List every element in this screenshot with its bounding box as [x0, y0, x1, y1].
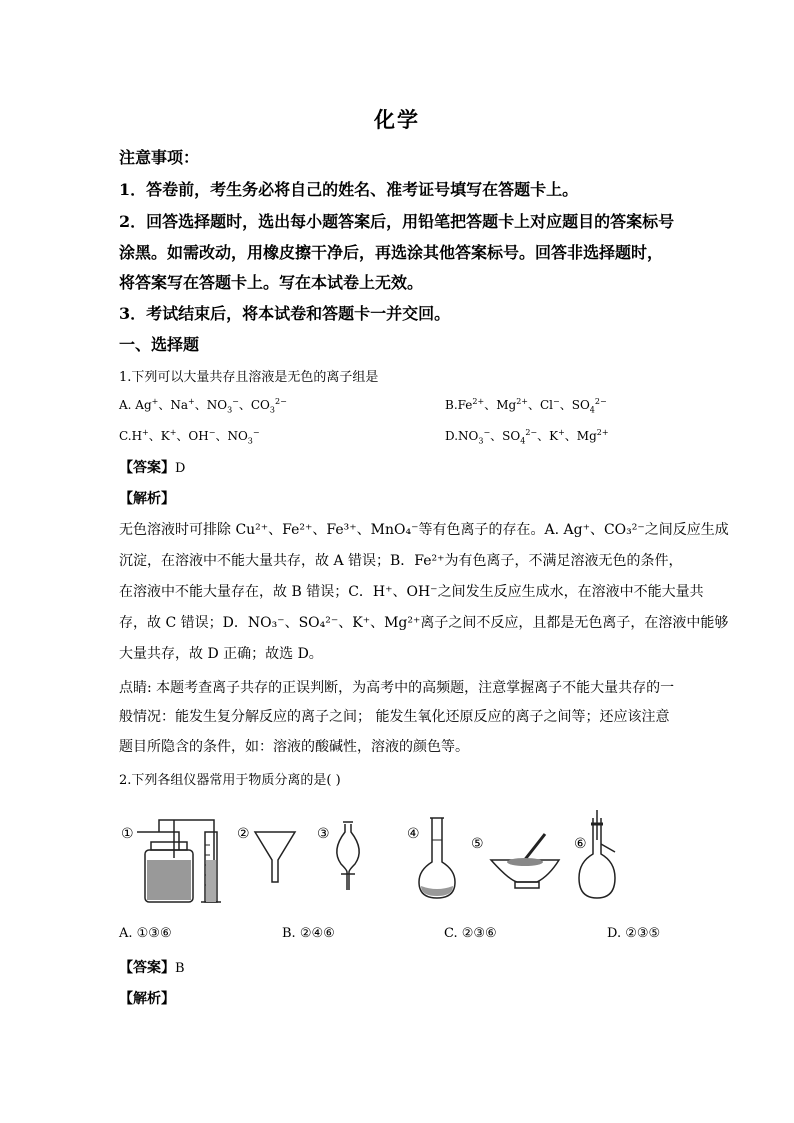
graduated-cylinder-icon — [201, 832, 221, 902]
q1-analysis-line-1: 无色溶液时可排除 Cu²⁺、Fe²⁺、Fe³⁺、MnO₄⁻等有色离子的存在。A. Ag⁺、CO₃²⁻之间反应生成 — [119, 522, 729, 538]
q2-stem: 2.下列各组仪器常用于物质分离的是( ) — [119, 773, 341, 788]
apparatus-figure — [119, 800, 621, 908]
section-heading: 一、选择题 — [119, 335, 200, 354]
volumetric-flask-icon — [419, 818, 455, 898]
q1-analysis-line-5: 大量共存，故 D 正确；故选 D。 — [119, 646, 323, 662]
separatory-funnel-icon — [337, 822, 359, 890]
figure-label-1: ① — [121, 826, 134, 842]
q1-tip-line-1: 点睛: 本题考查离子共存的正误判断，为高考中的高频题，注意掌握离子不能大量共存的一 — [119, 680, 675, 696]
q1-tip-line-3: 题目所隐含的条件，如：溶液的酸碱性，溶液的颜色等。 — [119, 739, 469, 755]
figure-label-4: ④ — [407, 826, 420, 842]
q2-option-b: B. ②④⑥ — [282, 926, 335, 941]
q1-stem: 1.下列可以大量共存且溶液是无色的离子组是 — [119, 370, 379, 385]
note-2-line-1: 2．回答选择题时，选出每小题答案后，用铅笔把答题卡上对应题目的答案标号 — [119, 212, 675, 231]
funnel-icon — [255, 832, 295, 882]
q1-analysis-line-2: 沉淀，在溶液中不能大量共存，故 A 错误；B．Fe²⁺为有色离子，不满足溶液无色的条件， — [119, 553, 683, 569]
answer-value: B — [175, 961, 185, 976]
q1-option-d: $D.NO_3^-$、$SO_4^{2-}$、K+、$Mg^{2+}$ — [445, 428, 609, 446]
figure-label-5: ⑤ — [471, 836, 484, 852]
notes-heading: 注意事项： — [119, 148, 200, 167]
q2-option-d: D. ②③⑤ — [607, 926, 661, 941]
page-title: 化学 — [374, 107, 420, 132]
note-3: 3．考试结束后，将本试卷和答题卡一并交回。 — [119, 304, 451, 323]
q1-option-a: A. Ag+、Na+、$NO_3^-$、$CO_3^{2-}$ — [119, 397, 287, 415]
q1-analysis-line-3: 在溶液中不能大量存在，故 B 错误；C．H⁺、OH⁻之间发生反应生成水，在溶液中不能大量共 — [119, 584, 704, 600]
q1-answer — [119, 457, 185, 477]
answer-value: D — [175, 461, 186, 476]
note-1: 1．答卷前，考生务必将自己的姓名、准考证号填写在答题卡上。 — [119, 180, 579, 199]
figure-label-6: ⑥ — [574, 836, 587, 852]
answer-label: 【答案】 — [119, 960, 175, 976]
q1-tip-line-2: 般情况：能发生复分解反应的离子之间； 能发生氧化还原反应的离子之间等；还应该注意 — [119, 709, 670, 725]
note-2-line-2: 涂黑。如需改动，用橡皮擦干净后，再选涂其他答案标号。回答非选择题时， — [119, 243, 664, 262]
figure-label-2: ② — [237, 826, 250, 842]
q1-option-c: C.H+、K+、OH−、$NO_3^-$ — [119, 428, 260, 446]
gas-washing-bottle-icon — [137, 820, 214, 902]
q1-analysis-label: 【解析】 — [119, 491, 175, 507]
note-2-line-3: 将答案写在答题卡上。写在本试卷上无效。 — [119, 273, 424, 292]
q2-option-a: A. ①③⑥ — [119, 926, 172, 941]
evaporating-dish-icon — [491, 834, 559, 888]
q2-analysis-label: 【解析】 — [119, 991, 175, 1007]
q2-answer — [119, 957, 185, 977]
distilling-flask-icon — [579, 810, 615, 898]
q1-option-b: $B.Fe^{2+}$、$Mg^{2+}$、Cl−、$SO_4^{2-}$ — [445, 397, 607, 415]
figure-label-3: ③ — [317, 826, 330, 842]
q2-option-c: C. ②③⑥ — [444, 926, 497, 941]
answer-label: 【答案】 — [119, 460, 175, 476]
q1-analysis-line-4: 存，故 C 错误；D．NO₃⁻、SO₄²⁻、K⁺、Mg²⁺离子之间不反应，且都是无色离子，在溶液中能够 — [119, 615, 729, 631]
